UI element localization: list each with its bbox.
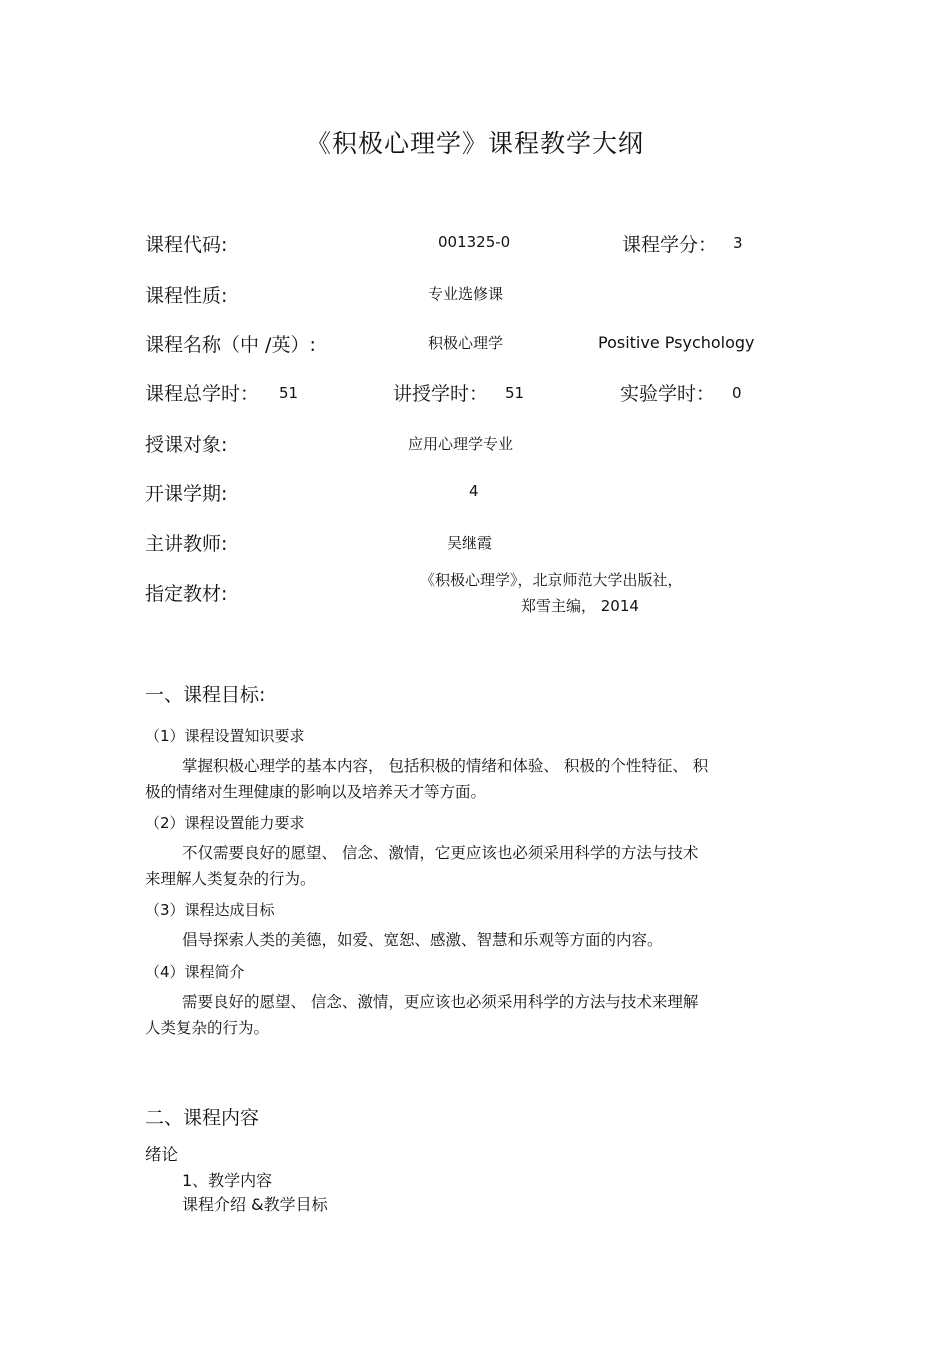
objective-text-1a: 掌握积极心理学的基本内容， 包括积极的情绪和体验、 积极的个性特征、 积 <box>182 757 709 775</box>
objective-text-2b: 来理解人类复杂的行为。 <box>145 870 316 888</box>
objective-title-4: （4）课程简介 <box>145 963 245 981</box>
objective-title-2: （2）课程设置能力要求 <box>145 814 305 832</box>
course-credit-label: 课程学分： <box>622 234 718 256</box>
objective-text-3a: 倡导探索人类的美德，如爱、宽恕、感激、智慧和乐观等方面的内容。 <box>182 931 663 949</box>
content-subtext-1: 课程介绍 &教学目标 <box>182 1195 328 1214</box>
section-heading-objectives: 一、课程目标: <box>145 684 266 706</box>
lecture-hours-value: 51 <box>505 384 525 402</box>
course-name-label: 课程名称（中 /英）: <box>145 334 316 356</box>
lecture-hours-label: 讲授学时： <box>393 383 489 405</box>
objective-text-1b: 极的情绪对生理健康的影响以及培养天才等方面。 <box>145 783 487 801</box>
teacher-value: 吴继霞 <box>447 534 493 552</box>
course-credit-value: 3 <box>733 234 743 252</box>
objective-title-1: （1）课程设置知识要求 <box>145 727 305 745</box>
course-code-label: 课程代码: <box>145 234 228 256</box>
lab-hours-label: 实验学时： <box>620 383 716 405</box>
lab-hours-value: 0 <box>732 384 742 402</box>
course-code-value: 001325-0 <box>438 233 511 251</box>
textbook-line-2: 郑雪主编， 2014 <box>521 597 639 615</box>
textbook-label: 指定教材: <box>145 583 228 605</box>
content-intro: 绪论 <box>145 1145 178 1164</box>
course-name-cn: 积极心理学 <box>428 334 504 352</box>
semester-label: 开课学期: <box>145 483 228 505</box>
audience-label: 授课对象: <box>145 434 228 456</box>
total-hours-value: 51 <box>279 384 299 402</box>
objective-title-3: （3）课程达成目标 <box>145 901 275 919</box>
semester-value: 4 <box>469 482 479 500</box>
course-nature-value: 专业选修课 <box>428 285 504 303</box>
section-heading-content: 二、课程内容 <box>145 1107 260 1129</box>
page-title: 《积极心理学》课程教学大纲 <box>305 129 644 158</box>
total-hours-label: 课程总学时： <box>145 383 260 405</box>
course-name-en: Positive Psychology <box>598 333 755 352</box>
audience-value: 应用心理学专业 <box>408 435 514 453</box>
teacher-label: 主讲教师: <box>145 533 228 555</box>
course-nature-label: 课程性质: <box>145 285 228 307</box>
objective-text-4b: 人类复杂的行为。 <box>145 1019 270 1037</box>
content-subheading-1: 1、教学内容 <box>182 1171 273 1190</box>
objective-text-2a: 不仅需要良好的愿望、 信念、激情，它更应该也必须采用科学的方法与技术 <box>182 844 699 862</box>
objective-text-4a: 需要良好的愿望、 信念、激情，更应该也必须采用科学的方法与技术来理解 <box>182 993 699 1011</box>
textbook-line-1: 《积极心理学》，北京师范大学出版社， <box>420 571 683 589</box>
